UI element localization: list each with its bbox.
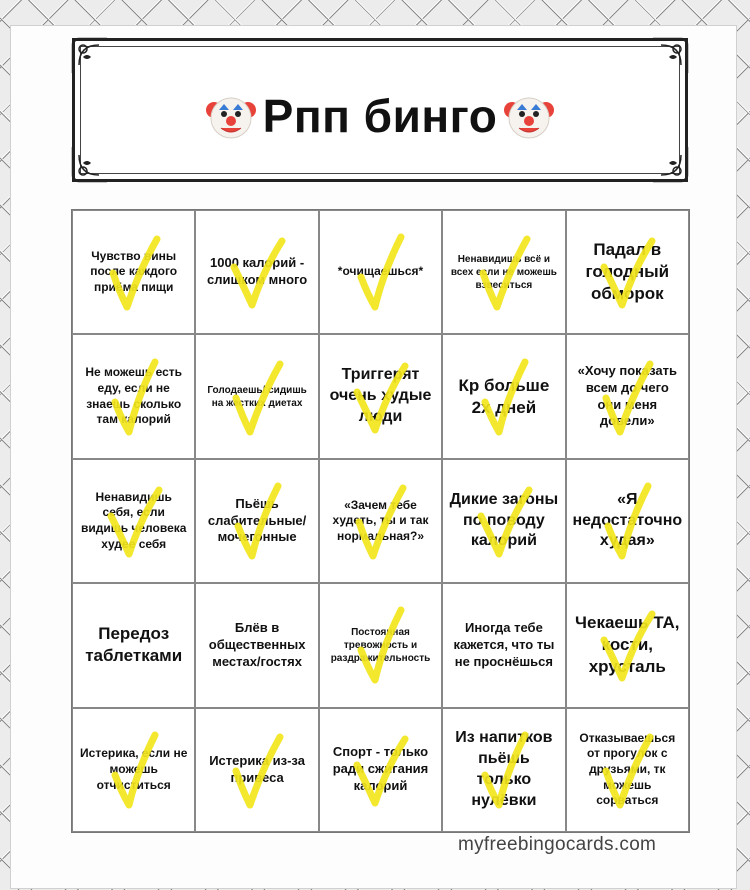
bingo-cell[interactable]: [195, 583, 318, 707]
bingo-cell[interactable]: [195, 210, 318, 334]
bingo-cell-text: Постоянная тревожность и раздражительность: [330, 626, 431, 664]
bingo-cell-text: *очищаешься*: [337, 264, 424, 279]
bingo-cell-text: «Зачем тебе худеть, ты и так нормальная?»: [332, 497, 429, 543]
bingo-cell[interactable]: [442, 708, 565, 832]
bingo-cell-text: Триггерят очень худые люди: [329, 366, 432, 425]
bingo-cell-text: «Хочу показать всем до чего они меня довели»: [577, 362, 677, 429]
bingo-cell-text: Ненавидишь всё и всех если не можешь взвеситься: [450, 253, 557, 291]
bingo-cell-text: Спорт - только ради сжигания калорий: [332, 744, 429, 794]
bingo-cell-text: Ненавидишь себя, если видишь человека худее себя: [80, 489, 187, 551]
bingo-cell-text: Передоз таблетками: [85, 624, 183, 666]
bingo-cell[interactable]: [442, 210, 565, 334]
title-frame: [72, 38, 688, 182]
bingo-grid: [71, 209, 690, 833]
bingo-cell-text: Падал в голодный обморок: [585, 240, 670, 304]
bingo-cell[interactable]: [319, 708, 442, 832]
bingo-cell-text: Иногда тебе кажется, что ты не проснёшься: [453, 620, 555, 669]
bingo-cell[interactable]: [319, 210, 442, 334]
bingo-cell-text: Чувство вины после каждого приёма пищи: [90, 248, 178, 294]
bingo-cell[interactable]: [72, 583, 195, 707]
bingo-cell[interactable]: [72, 459, 195, 583]
bingo-cell[interactable]: [319, 459, 442, 583]
corner-ornament-icon: [69, 35, 111, 77]
bingo-cell[interactable]: [566, 210, 689, 334]
clown-face-icon: [503, 90, 555, 142]
bingo-cell-text: «Я недостаточно худая»: [572, 490, 683, 550]
bingo-cell[interactable]: [442, 459, 565, 583]
bingo-cell-text: Отказываешься от прогулок с друзьями, тк можешь сорваться: [579, 730, 676, 808]
bingo-cell-text: Блёв в общественных местах/гостях: [208, 620, 306, 669]
bingo-cell-text: Пьёшь слабительные/ мочегонные: [207, 495, 307, 545]
bingo-title: Рпп бинго: [262, 90, 498, 142]
bingo-cell[interactable]: [195, 334, 318, 458]
bingo-cell[interactable]: [72, 708, 195, 832]
site-watermark: myfreebingocards.com: [458, 834, 657, 855]
title-row: [75, 81, 685, 151]
bingo-cell[interactable]: [566, 708, 689, 832]
bingo-cell[interactable]: [319, 334, 442, 458]
bingo-cell[interactable]: [72, 334, 195, 458]
corner-ornament-icon: [649, 35, 691, 77]
bingo-cell-text: Чекаешь ТА, кости, хрусталь: [575, 613, 680, 677]
bingo-cell[interactable]: [195, 459, 318, 583]
bingo-cell[interactable]: [566, 583, 689, 707]
bingo-cell-text: Кр больше 2х дней: [458, 375, 550, 417]
bingo-cell-text: Дикие загоны по поводу калорий: [449, 490, 559, 550]
bingo-cell-text: Из напитков пьёшь только нулёвки: [455, 729, 553, 809]
bingo-cell-text: Голодаешь/ сидишь на жестких диетах: [207, 384, 307, 409]
bingo-cell-text: Истерика, если не можешь отчиститься: [80, 746, 188, 792]
bingo-cell-text: Истерика из-за привеса: [209, 752, 305, 785]
bingo-cell[interactable]: [566, 334, 689, 458]
bingo-cell[interactable]: [442, 334, 565, 458]
bingo-cell[interactable]: [195, 708, 318, 832]
bingo-cell[interactable]: [319, 583, 442, 707]
bingo-cell-text: 1000 калорий - слишком много: [206, 255, 308, 288]
bingo-cell[interactable]: [566, 459, 689, 583]
clown-face-icon: [205, 90, 257, 142]
bingo-cell-text: Не можешь есть еду, если не знаешь сколько там калорий: [85, 365, 183, 427]
bingo-cell[interactable]: [72, 210, 195, 334]
bingo-cell[interactable]: [442, 583, 565, 707]
